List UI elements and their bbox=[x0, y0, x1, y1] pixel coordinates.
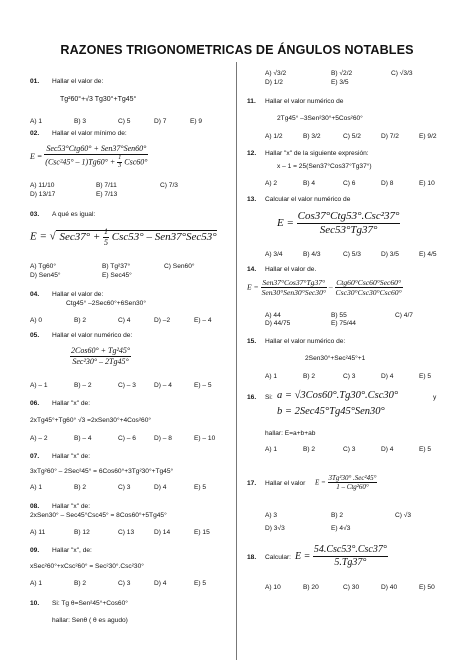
option-e: E) 15 bbox=[194, 529, 210, 536]
option-c: C) 30 bbox=[343, 584, 360, 591]
option-d: D) 44/75 bbox=[265, 320, 291, 327]
problem-text: A qué es igual: bbox=[52, 211, 96, 218]
option-c: C) 3 bbox=[118, 484, 131, 491]
problem-expression: xSec²60°+xCsc²60° = Sec²30°.Csc²30° bbox=[30, 563, 144, 570]
equation-a: a = √3Cos60°.Tg30°.Csc30° bbox=[277, 390, 399, 401]
option-d: D) 4 bbox=[381, 446, 394, 453]
problem-formula bbox=[70, 346, 131, 366]
formula-numerator: 2Cos60° + Tg²45° bbox=[71, 346, 131, 355]
problem-text: hallar: E=a+b+ab bbox=[265, 430, 316, 437]
formula-lhs: E = bbox=[277, 217, 294, 230]
option-e: E) – 10 bbox=[194, 435, 216, 442]
option-c: C) 6 bbox=[343, 180, 356, 187]
option-b: B) 3 bbox=[74, 118, 87, 125]
option-c: C) 5/2 bbox=[343, 133, 361, 140]
radicand-part-b: Csc53° – Sen37°Sec53° bbox=[111, 230, 217, 243]
problem-number: 01. bbox=[30, 78, 40, 85]
radicand-part-a: Sec37° + bbox=[59, 230, 101, 243]
option-c: C) 4 bbox=[118, 317, 131, 324]
option-e: E) 7/13 bbox=[96, 191, 118, 198]
problem-text: Calcular el valor numérico de bbox=[265, 196, 351, 203]
option-e: E) Sec45° bbox=[102, 272, 132, 279]
option-b: B) 12 bbox=[74, 529, 90, 536]
option-b: B) 55 bbox=[331, 312, 347, 319]
formula-denominator: Sec²30° – 2Tg45° bbox=[72, 356, 129, 366]
option-d: D) 13/17 bbox=[30, 191, 56, 198]
problem-number: 03. bbox=[30, 211, 40, 218]
option-b: B) 2 bbox=[74, 484, 87, 491]
option-d: D) 4 bbox=[381, 373, 394, 380]
option-e: E) – 5 bbox=[194, 382, 212, 389]
page-title: RAZONES TRIGONOMETRICAS DE ÁNGULOS NOTABLES bbox=[60, 43, 414, 57]
formula-denominator: (Csc²45° – 1)Tg60° + bbox=[45, 157, 116, 167]
problem-text: Hallar el valor bbox=[265, 480, 306, 487]
option-a: A) 1 bbox=[30, 118, 43, 125]
problem-text-line2: hallar: Senθ ( θ es agudo) bbox=[52, 617, 128, 624]
problem-expression: x – 1 = 25(Sen37°Cos37°Tg37°) bbox=[277, 163, 372, 170]
option-e: E) 5 bbox=[419, 446, 432, 453]
option-c: C) 5/3 bbox=[343, 251, 361, 258]
formula-lhs: E = bbox=[295, 550, 311, 562]
option-d: D) 4 bbox=[154, 580, 167, 587]
option-c: C) √3/3 bbox=[391, 70, 413, 77]
option-b: B) 2 bbox=[303, 446, 316, 453]
option-d: D) – 8 bbox=[154, 435, 172, 442]
problem-number: 08. bbox=[30, 503, 40, 510]
problem-expression: 2xSen30° – Sec45°Csc45° = 8Cos60°+5Tg45° bbox=[30, 512, 167, 519]
option-c: C) 4/7 bbox=[395, 312, 413, 319]
option-a: A) 0 bbox=[30, 317, 43, 324]
option-a: A) – 1 bbox=[30, 382, 48, 389]
problem-text: Hallar "x", de: bbox=[52, 547, 92, 554]
option-d: D) 40 bbox=[381, 584, 398, 591]
option-e: E) 9/2 bbox=[419, 133, 437, 140]
problem-number: 02. bbox=[30, 130, 40, 137]
problem-text: Hallar el valor mínimo de: bbox=[52, 130, 127, 137]
option-b: B) √2/2 bbox=[331, 70, 353, 77]
option-d: D) 14 bbox=[154, 529, 171, 536]
formula-operator: – bbox=[328, 282, 333, 292]
option-d: D) – 4 bbox=[154, 382, 172, 389]
problem-expression: Ctg45° –2Sec60°+6Sen30° bbox=[66, 300, 146, 307]
conjunction-y: y bbox=[433, 394, 437, 401]
problem-number: 12. bbox=[247, 150, 257, 157]
option-d: D) 7 bbox=[154, 118, 167, 125]
formula-lhs: E = bbox=[30, 151, 43, 161]
option-e: E) – 4 bbox=[194, 317, 212, 324]
formula-denominator: Sec53°Tg37° bbox=[319, 224, 378, 237]
option-d: D) 7/2 bbox=[381, 133, 399, 140]
problem-expression: 2Tg45° –3Sen²30°+5Cos²60° bbox=[277, 115, 363, 122]
option-c: C) √3 bbox=[395, 512, 412, 519]
radicand-fraction-bottom: 5 bbox=[104, 237, 109, 247]
option-e: E) 4/5 bbox=[419, 251, 437, 258]
problem-text: Hallar "x" de la siguiente expresión: bbox=[265, 150, 369, 157]
formula-lhs: E = bbox=[315, 478, 326, 487]
problem-number: 06. bbox=[30, 400, 40, 407]
problem-number: 18. bbox=[247, 554, 257, 561]
option-b: B) 2 bbox=[303, 373, 316, 380]
option-e: E) 5 bbox=[419, 373, 432, 380]
option-b: B) 7/11 bbox=[96, 182, 117, 189]
second-fraction-top: Ctg60°Csc60°Sec60° bbox=[336, 278, 401, 287]
option-b: B) – 2 bbox=[74, 382, 92, 389]
option-e: E) 10 bbox=[419, 180, 435, 187]
problem-text: Hallar el valor de: bbox=[52, 78, 104, 85]
option-a: A) 1 bbox=[265, 373, 278, 380]
option-e: E) 5 bbox=[194, 580, 207, 587]
problem-number: 16. bbox=[247, 394, 257, 401]
problem-text: Hallar "x" de: bbox=[52, 503, 91, 510]
option-d: D) 8 bbox=[381, 180, 394, 187]
option-a: A) 1 bbox=[265, 446, 278, 453]
problem-number: 17. bbox=[247, 480, 257, 487]
option-a: A) 1 bbox=[30, 484, 43, 491]
first-fraction-bottom: Sen30°Sen30°Sec30° bbox=[261, 288, 326, 298]
option-b: B) 4/3 bbox=[303, 251, 321, 258]
problem-formula bbox=[30, 144, 148, 170]
option-d: D) 3/5 bbox=[381, 251, 399, 258]
option-b: B) 2 bbox=[74, 317, 87, 324]
option-a: A) 44 bbox=[265, 312, 281, 319]
problem-text: Hallar el valor numérico de: bbox=[265, 338, 346, 345]
option-a: A) 11 bbox=[30, 529, 46, 536]
option-b: B) 4 bbox=[303, 180, 316, 187]
problem-number: 15. bbox=[247, 338, 257, 345]
option-e: E) 50 bbox=[419, 584, 435, 591]
option-c: C) 5 bbox=[118, 118, 131, 125]
inner-fraction-bottom: 3 bbox=[118, 162, 122, 169]
first-fraction-top: Sen37°Cos37°Tg37° bbox=[262, 278, 326, 287]
formula-denominator: 5.Tg37° bbox=[334, 557, 367, 568]
option-d: D) 3√3 bbox=[265, 525, 285, 532]
option-b: B) 2 bbox=[74, 580, 87, 587]
formula-lhs: E = bbox=[30, 230, 47, 243]
problem-formula bbox=[247, 278, 403, 297]
option-b: B) 20 bbox=[303, 584, 319, 591]
option-e: E) 4√3 bbox=[331, 525, 351, 532]
option-d: D) 4 bbox=[154, 484, 167, 491]
option-c: C) Sen60° bbox=[164, 263, 195, 270]
option-c: C) 3 bbox=[343, 446, 356, 453]
option-a: A) 1/2 bbox=[265, 133, 283, 140]
formula-denominator-tail: Csc60° bbox=[124, 157, 148, 167]
problem-formula: E = √ Sec37° + $\frac{1}{5}$ Csc53° – Sen37°Sec53° bbox=[30, 227, 217, 247]
problem-number: 10. bbox=[30, 600, 40, 607]
problem-text: Hallar "x" de: bbox=[52, 400, 91, 407]
problem-text: Hallar el valor de. bbox=[265, 266, 317, 273]
problem-formula bbox=[277, 210, 400, 237]
problem-expression: Tg²60°+√3 Tg30°+Tg45° bbox=[60, 96, 137, 103]
problem-si-label: Si: bbox=[265, 394, 273, 401]
option-a: A) 3 bbox=[265, 512, 278, 519]
option-c: C) 13 bbox=[118, 529, 135, 536]
option-a: A) 1 bbox=[30, 580, 43, 587]
option-b: B) 2 bbox=[331, 512, 344, 519]
option-a: A) Tg60° bbox=[30, 263, 56, 270]
option-a: A) 2 bbox=[265, 180, 278, 187]
formula-numerator: Sec53°Ctg60° + Sen37°Sen60° bbox=[44, 144, 148, 155]
second-fraction-bottom: Csc30°Csc30°Csc60° bbox=[335, 288, 402, 298]
formula-numerator: 54.Csc53°.Csc37° bbox=[313, 544, 387, 555]
problem-text: Si: Tg θ=Sen²45°+Cos60° bbox=[52, 600, 128, 607]
option-c: C) – 3 bbox=[118, 382, 136, 389]
option-e: E) 5 bbox=[194, 484, 207, 491]
option-b: B) Tg²37° bbox=[102, 263, 131, 270]
problem-text: Hallar el valor de: bbox=[52, 291, 104, 298]
formula-numerator: 3Tg²30° .Sec²45° bbox=[328, 474, 377, 482]
option-a: A) 11/10 bbox=[30, 182, 55, 189]
option-e: E) 9 bbox=[190, 118, 203, 125]
option-a: A) 3/4 bbox=[265, 251, 283, 258]
option-c: C) 3 bbox=[343, 373, 356, 380]
problem-text: Hallar el valor numérico de bbox=[265, 98, 344, 105]
problem-number: 07. bbox=[30, 453, 40, 460]
formula-denominator: 1 – Ctg²60° bbox=[336, 483, 369, 492]
problem-formula bbox=[315, 474, 377, 492]
problem-number: 05. bbox=[30, 332, 40, 339]
option-b: B) – 4 bbox=[74, 435, 92, 442]
option-d: D) 1/2 bbox=[265, 79, 283, 86]
problem-number: 09. bbox=[30, 547, 40, 554]
formula-lhs: E = bbox=[247, 282, 259, 292]
problem-number: 13. bbox=[247, 196, 257, 203]
option-a: A) – 2 bbox=[30, 435, 48, 442]
option-c: C) 7/3 bbox=[160, 182, 178, 189]
problem-text: Hallar el valor numérico de: bbox=[52, 332, 133, 339]
problem-number: 14. bbox=[247, 266, 257, 273]
radicand-fraction-top: 1 bbox=[104, 227, 109, 236]
problem-text: Calcular: bbox=[265, 554, 292, 561]
formula-numerator: Cos37°Ctg53°.Csc²37° bbox=[297, 210, 401, 224]
problem-number: 11. bbox=[247, 98, 256, 105]
problem-expression: 2xTg45°+Tg60° √3 =2xSen30°+4Cos²60° bbox=[30, 417, 152, 424]
option-a: A) √3/2 bbox=[265, 70, 287, 77]
option-d: D) Sen45° bbox=[30, 272, 61, 279]
option-d: D) –2 bbox=[154, 317, 171, 324]
option-e: E) 3/5 bbox=[331, 79, 349, 86]
problem-formula bbox=[295, 544, 388, 569]
option-c: C) 3 bbox=[118, 580, 131, 587]
problem-number: 04. bbox=[30, 291, 40, 298]
problem-expression: 3xTg²60° – 2Sec²45° = 6Cos60°+3Tg²30°+Tg45° bbox=[30, 468, 174, 475]
option-e: E) 75/44 bbox=[331, 320, 356, 327]
column-divider bbox=[236, 62, 237, 660]
problem-expression: 2Sen30°+Sec²45°+1 bbox=[305, 355, 366, 362]
option-c: C) – 6 bbox=[118, 435, 136, 442]
inner-fraction-top: 1 bbox=[117, 155, 122, 163]
option-b: B) 3/2 bbox=[303, 133, 321, 140]
equation-b: b = 2Sec45°Tg45°Sen30° bbox=[277, 406, 385, 417]
option-a: A) 10 bbox=[265, 584, 281, 591]
problem-text: Hallar "x" de: bbox=[52, 453, 91, 460]
